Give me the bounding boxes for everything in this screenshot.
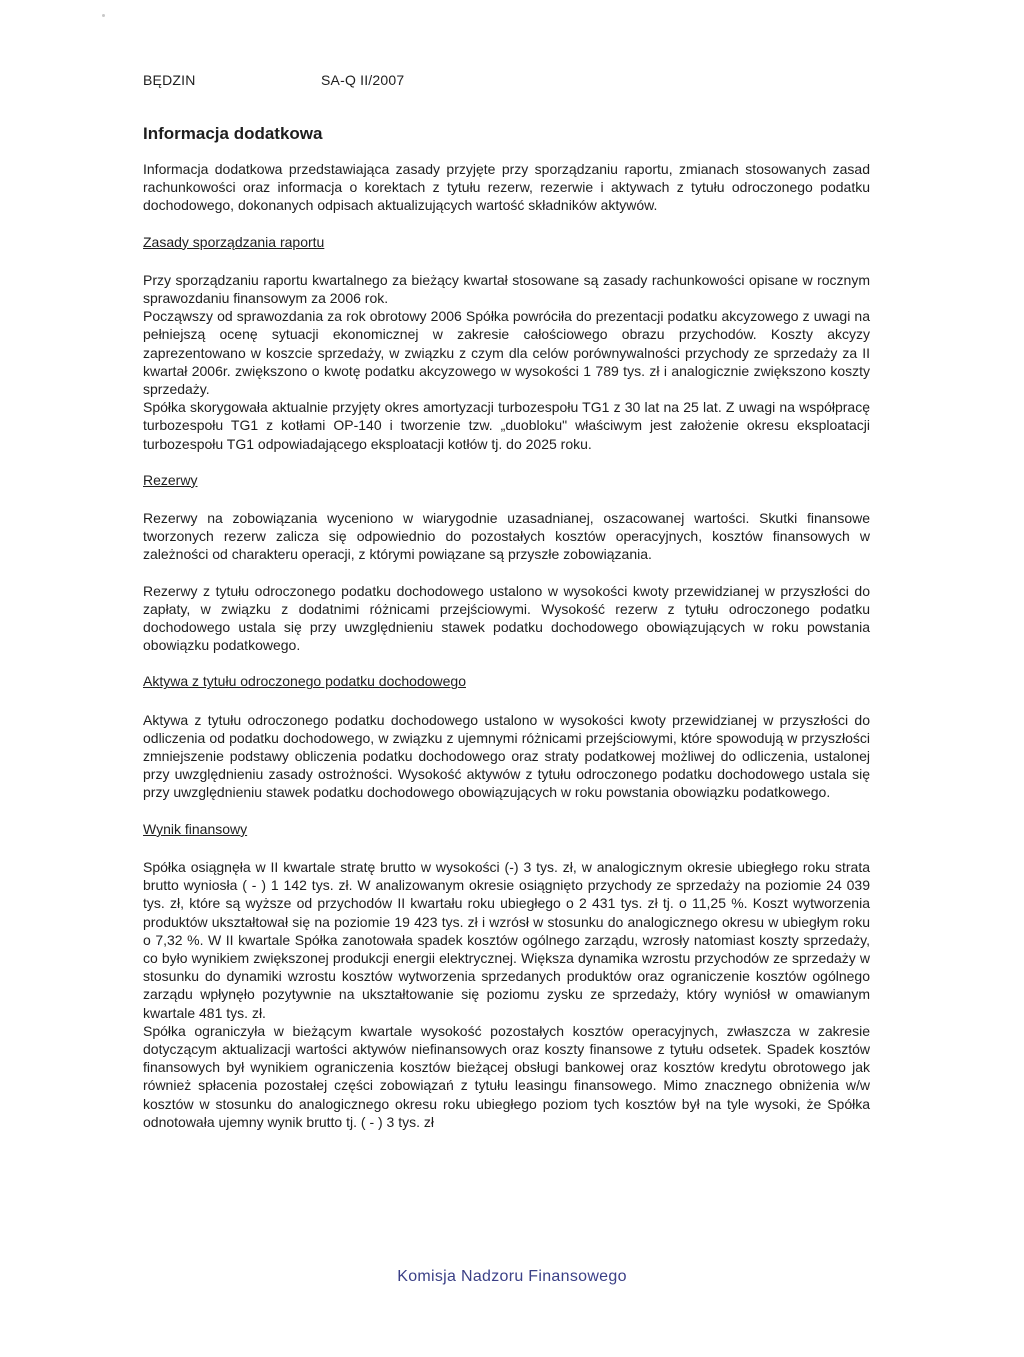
intro-paragraph: Informacja dodatkowa przedstawiająca zasady przyjęte przy sporządzaniu raportu, zmianach stosowanych zasad rachunkowości oraz informacja o korektach z tytułu rezerw, rezerwie i aktywach z tytułu odroczonego podatku dochodowego, dokonanych odpisach aktualizujących wartość składników aktywów. bbox=[143, 161, 870, 214]
document-body bbox=[143, 160, 870, 1131]
scan-artifact bbox=[102, 14, 105, 17]
aktywa-paragraph-1: Aktywa z tytułu odroczonego podatku dochodowego ustalono w wysokości kwoty przewidzianej w przyszłości do odliczenia od podatku dochodowego, w związku z ujemnymi różnicami przejściowymi, które spowodują w przyszłości zmniejszenie podstawy obliczenia podatku dochodowego oraz straty podatkowej możliwej do odliczenia, ustalonej przy uwzględnieniu zasady ostrożności. Wysokość aktywów z tytułu odroczonego podatku dochodowego ustala się przy uwzględnieniu stawek podatku dochodowego obowiązujących w roku powstania obowiązku podatkowego. bbox=[143, 711, 870, 801]
wynik-paragraph-2: Spółka ograniczyła w bieżącym kwartale wysokość pozostałych kosztów operacyjnych, zwłaszcza w zakresie dotyczącym aktualizacji wartości aktywów niefinansowych oraz koszty finansowe z tytułu odsetek. Spadek kosztów finansowych był wynikiem ograniczenia kosztów bieżącej obsługi bankowej oraz kosztów kredytu obrotowego jak również spłacenia pozostałej części zobowiązań z tytułu leasingu finansowego. Mimo znacznego obniżenia w/w kosztów w stosunku do analogicznego okresu roku ubiegłego poziom tych kosztów był na tyle wysoki, że Spółka odnotowała ujemny wynik brutto tj. ( - ) 3 tys. zł bbox=[143, 1022, 870, 1130]
footer-knf: Komisja Nadzoru Finansowego bbox=[397, 1268, 627, 1285]
zasady-paragraph-1: Przy sporządzaniu raportu kwartalnego za bieżący kwartał stosowane są zasady rachunkowości opisane w rocznym sprawozdaniu finansowym za 2006 rok. bbox=[143, 271, 870, 307]
section-heading-aktywa: Aktywa z tytułu odroczonego podatku dochodowego bbox=[143, 673, 466, 690]
rezerwy-paragraph-1: Rezerwy na zobowiązania wyceniono w wiarygodnie uzasadnianej, oszacowanej wartości. Skutki finansowe tworzonych rezerw zalicza się odpowiednio do pozostałych kosztów operacyjnych, kosztów finansowych w zależności od charakteru operacji, z którymi powiązane są przyszłe zobowiązania. bbox=[143, 510, 870, 563]
header-report-code: SA-Q II/2007 bbox=[321, 72, 405, 88]
zasady-paragraph-2: Począwszy od sprawozdania za rok obrotowy 2006 Spółka powróciła do prezentacji podatku akcyzowego z uwagi na pełniejszą ocenę sytuacji ekonomicznej w zakresie całościowego obrazu przychodów. Koszty akcyzy zaprezentowano w koszcie sprzedaży, w związku z czym dla celów porównywalności przychody ze sprzedaży za II kwartał 2006r. zwiększono o kwotę podatku akcyzowego w wysokości 1 789 tys. zł i analogicznie zwiększono koszty sprzedaży. bbox=[143, 308, 870, 398]
zasady-paragraph-3: Spółka skorygowała aktualnie przyjęty okres amortyzacji turbozespołu TG1 z 30 lat na 25 lat. Z uwagi na współpracę turbozespołu TG1 z kotłami OP-140 i tworzenie tzw. „duobloku" właściwym jest założenie okresu eksploatacji turbozespołu TG1 odpowiadającego eksploatacji kotłów tj. do 2025 roku. bbox=[143, 399, 870, 452]
page-header bbox=[143, 72, 405, 88]
wynik-paragraph-1: Spółka osiągnęła w II kwartale stratę brutto w wysokości (-) 3 tys. zł, w analogicznym okresie ubiegłego roku strata brutto wyniosła ( - ) 1 142 tys. zł. W analizowanym okresie osiągnięto przychody ze sprzedaży na poziomie 24 039 tys. zł, które są wyższe od przychodów II kwartału roku ubiegłego o 2 431 tys. zł tj. o 11,25 %. Koszt wytworzenia produktów ukształtował się na poziomie 19 423 tys. zł i wzrósł w stosunku do analogicznego okresu w ubiegłym roku o 7,32 %. W II kwartale Spółka zanotowała spadek kosztów ogólnego zarządu, wzrosły natomiast koszty sprzedaży, co było wynikiem zwiększonej produkcji energii elektrycznej. Większa dynamika wzrostu przychodów ze sprzedaży w stosunku do dynamiki wzrostu kosztów wytworzenia sprzedanych produktów oraz ograniczenie kosztów ogólnego zarządu wpłynęło pozytywnie na ukształtowanie się poziomu zysku ze sprzedaży, który wyniósł w omawianym kwartale 481 tys. zł. bbox=[143, 858, 870, 1021]
section-heading-rezerwy: Rezerwy bbox=[143, 471, 198, 488]
page-title: Informacja dodatkowa bbox=[143, 124, 323, 143]
header-city: BĘDZIN bbox=[143, 72, 196, 88]
rezerwy-paragraph-2: Rezerwy z tytułu odroczonego podatku dochodowego ustalono w wysokości kwoty przewidzianej w przyszłości do zapłaty, w związku z dodatnimi różnicami przejściowymi. Wysokość rezerw z tytułu odroczonego podatku dochodowego ustala się przy uwzględnieniu stawek podatku dochodowego obowiązujących w roku powstania obowiązku podatkowego. bbox=[143, 582, 870, 654]
section-heading-wynik: Wynik finansowy bbox=[143, 820, 248, 837]
section-heading-zasady: Zasady sporządzania raportu bbox=[143, 233, 325, 250]
